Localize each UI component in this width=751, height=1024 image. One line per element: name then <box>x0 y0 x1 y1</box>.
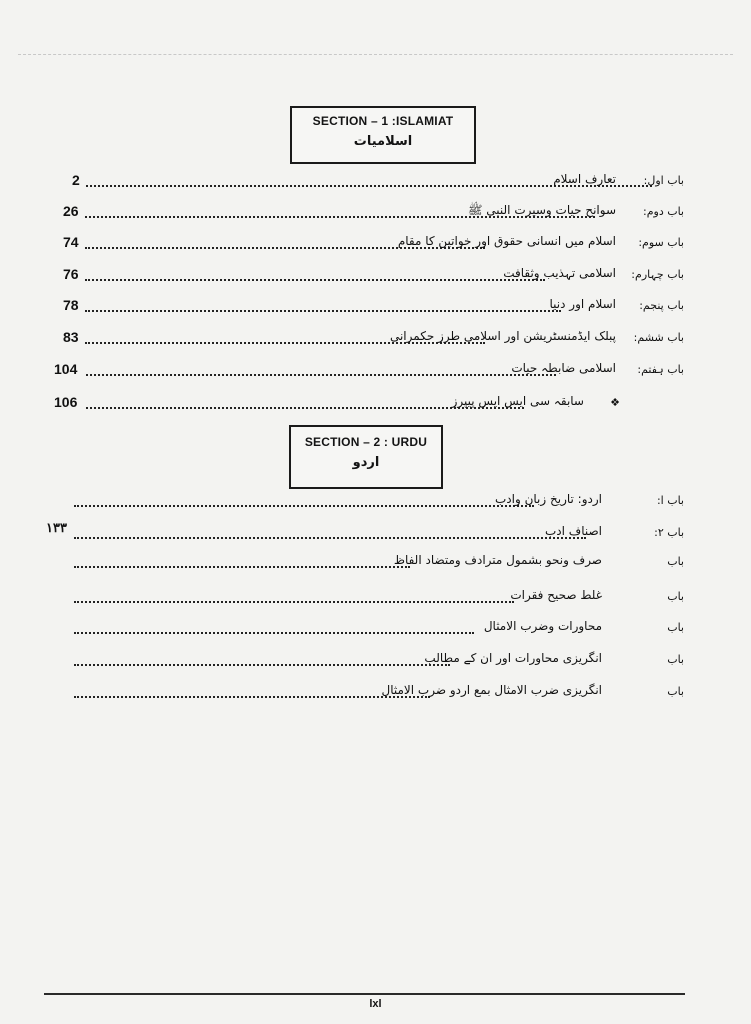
toc-row[interactable] <box>63 266 684 286</box>
dot-leader <box>74 601 514 603</box>
chapter-label: باب دوم: <box>643 205 684 218</box>
page-number: 76 <box>63 266 79 282</box>
topic-title: اسلام میں انسانی حقوق اور خواتین کا مقام <box>397 234 616 248</box>
toc-row[interactable] <box>58 588 684 608</box>
topic-title: اصناف ادب <box>544 524 602 538</box>
dot-leader <box>74 537 586 539</box>
toc-row[interactable] <box>63 234 684 254</box>
toc-row[interactable] <box>58 683 684 703</box>
topic-title: تعارف اسلام <box>553 172 616 186</box>
topic-title: محاورات وضرب الامثال <box>483 619 602 633</box>
chapter-label: باب <box>667 621 684 634</box>
dot-leader <box>74 632 474 634</box>
toc-row[interactable] <box>58 553 684 573</box>
topic-title: اسلام اور دنیا <box>549 297 616 311</box>
chapter-label: باب سوم: <box>638 236 684 249</box>
chapter-label: باب پنجم: <box>639 299 684 312</box>
chapter-label: باب اول: <box>643 174 684 187</box>
chapter-label: باب <box>667 653 684 666</box>
topic-title: انگریزی محاورات اور ان کے مطالب <box>424 651 602 665</box>
page-folio: lxl <box>369 998 382 1010</box>
topic-title: پبلک ایڈمنسٹریشن اور اسلامی طرز حکمرانی <box>389 329 616 343</box>
chapter-label: باب <box>667 590 684 603</box>
section-2-urdu-title: اردو <box>352 455 380 470</box>
chapter-label: باب چہارم: <box>631 268 684 281</box>
dot-leader <box>74 664 450 666</box>
dot-leader <box>74 566 410 568</box>
bullet-diamond-icon: ❖ <box>610 396 620 409</box>
chapter-label: باب ششم: <box>633 331 684 344</box>
page-number: 83 <box>63 329 79 345</box>
topic-title: اسلامی ضابطہ حیات <box>511 361 616 375</box>
section-2-title: SECTION – 2 : URDU <box>304 435 428 449</box>
toc-row[interactable] <box>58 651 684 671</box>
toc-row[interactable] <box>54 361 684 381</box>
page-number: 74 <box>63 234 79 250</box>
page-number: ۱۳۳ <box>46 520 67 535</box>
toc-row[interactable] <box>63 329 684 349</box>
toc-row[interactable] <box>54 394 684 414</box>
section-1-title: SECTION – 1 :ISLAMIAT <box>312 114 454 128</box>
page-number: 104 <box>54 361 78 377</box>
topic-title: انگریزی ضرب الامثال بمع اردو ضرب الامثال <box>381 683 602 697</box>
chapter-label: باب ہفتم: <box>637 363 684 376</box>
top-divider <box>18 54 733 55</box>
chapter-label: باب <box>667 555 684 568</box>
toc-row[interactable] <box>63 203 684 223</box>
page-number: 2 <box>72 172 80 188</box>
toc-row[interactable] <box>46 520 684 544</box>
toc-row[interactable] <box>63 297 684 317</box>
toc-row[interactable] <box>58 492 684 512</box>
topic-title: اسلامی تہذیب وثقافت <box>503 266 616 280</box>
topic-title: سابقہ سی ایس ایس پیپرز <box>451 394 584 408</box>
topic-title: غلط صحیح فقرات <box>510 588 602 602</box>
page-number: 78 <box>63 297 79 313</box>
section-1-header <box>290 106 476 164</box>
section-1-urdu-title: اسلامیات <box>353 134 413 149</box>
bottom-divider <box>44 993 685 995</box>
chapter-label: باب <box>667 685 684 698</box>
dot-leader <box>74 696 430 698</box>
dot-leader <box>74 505 534 507</box>
section-2-header <box>289 425 443 489</box>
dot-leader <box>85 279 545 281</box>
topic-title: صرف ونحو بشمول مترادف ومتضاد الفاظ <box>393 553 602 567</box>
toc-row[interactable] <box>72 172 684 192</box>
topic-title: اردو: تاریخ زبان وادب <box>494 492 602 506</box>
page-number: 26 <box>63 203 79 219</box>
toc-row[interactable] <box>58 619 684 639</box>
dot-leader <box>85 310 561 312</box>
dot-leader <box>86 374 556 376</box>
topic-title: سوانح حیات وسیرت النبی ﷺ <box>467 203 616 217</box>
chapter-label: باب ا: <box>656 494 684 507</box>
chapter-label: باب ۲: <box>654 526 684 539</box>
page-number: 106 <box>54 394 78 410</box>
